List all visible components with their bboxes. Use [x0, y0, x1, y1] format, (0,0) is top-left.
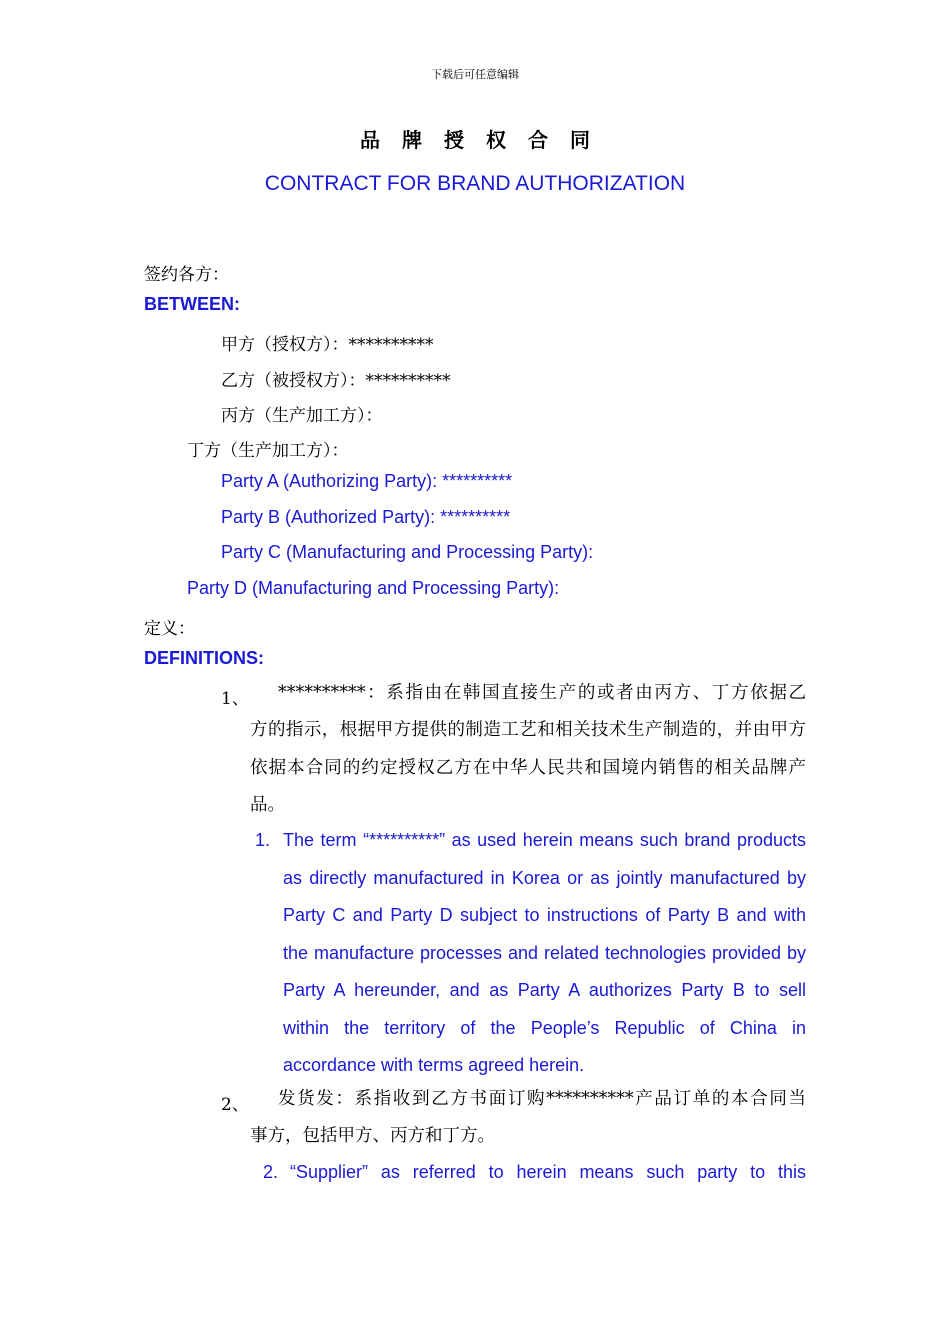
definition-1-number-chinese: 1、: [221, 689, 249, 709]
definition-2-number-chinese: 2、: [221, 1095, 249, 1115]
party-d-english: Party D (Manufacturing and Processing Party):: [187, 578, 560, 598]
party-b-chinese: 乙方（被授权方）：**********: [221, 371, 451, 391]
parties-label-chinese: 签约各方：: [144, 265, 229, 285]
title-english: CONTRACT FOR BRAND AUTHORIZATION: [264, 172, 686, 195]
definition-2-english-text: “Supplier” as referred to herein means such party to this: [290, 1162, 806, 1182]
definitions-label-english: DEFINITIONS:: [144, 648, 264, 668]
definition-1-english-text: The term “**********” as used herein means such brand products as directly manufactured in Korea or as jointly manufactured by Party C and Party D subject to instructions of Party B and with the manufacture processes and related technologies provided by Party A hereunder, and as Party A authorizes Party B to sell within the territory of the People’s Republic of China in accordance with terms agreed herein.: [283, 830, 806, 1075]
party-c-chinese: 丙方（生产加工方）：: [221, 406, 383, 426]
definitions-label-chinese: 定义：: [144, 619, 195, 639]
party-a-chinese: 甲方（授权方）：**********: [221, 335, 434, 355]
party-c-english: Party C (Manufacturing and Processing Party):: [221, 542, 594, 562]
party-b-english: Party B (Authorized Party): **********: [221, 507, 511, 527]
title-chinese: 品牌授权合同: [360, 128, 612, 152]
party-d-chinese: 丁方（生产加工方）：: [187, 441, 349, 461]
definition-2-chinese-first-line: 发货发：系指收到乙方书面订购**********产品订单的本合同当: [278, 1089, 806, 1109]
header-note: 下载后可任意编辑: [431, 68, 519, 81]
definition-1-chinese-first-line: **********：系指由在韩国直接生产的或者由丙方、丁方依据乙: [278, 683, 806, 703]
definition-1-number-english: 1.: [255, 830, 271, 850]
definition-2-chinese-text: 事方，包括甲方、丙方和丁方。: [250, 1126, 495, 1146]
party-a-english: Party A (Authorizing Party): **********: [221, 471, 513, 491]
definition-1-chinese-text: 方的指示，根据甲方提供的制造工艺和相关技术生产制造的，并由甲方依据本合同的约定授权乙方在中华人民共和国境内销售的相关品牌产品。: [250, 720, 806, 815]
parties-label-english: BETWEEN:: [144, 294, 240, 314]
definition-2-number-english: 2.: [263, 1162, 279, 1182]
